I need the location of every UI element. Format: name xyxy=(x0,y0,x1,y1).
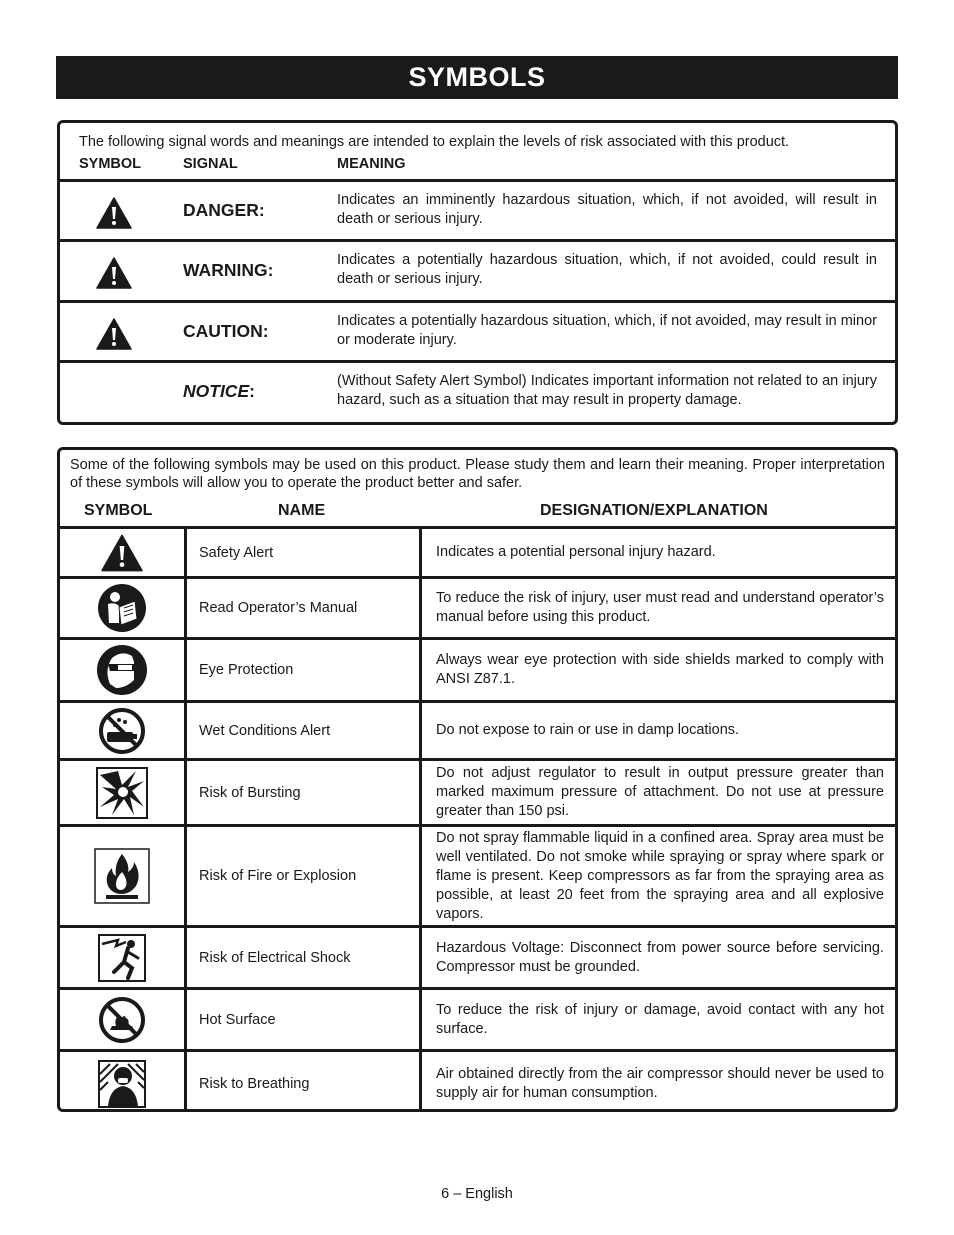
signal-row-caution xyxy=(60,300,895,360)
eye-protection-icon xyxy=(96,644,148,696)
page-title: SYMBOLS xyxy=(56,56,898,99)
signal-header-symbol: SYMBOL xyxy=(79,156,142,172)
signal-word: DANGER: xyxy=(183,200,265,220)
signal-row-danger xyxy=(60,179,895,239)
symbols-header-symbol: SYMBOL xyxy=(84,502,153,519)
signal-header-signal: SIGNAL xyxy=(183,156,238,172)
symbol-description: Do not expose to rain or use in damp locations. xyxy=(436,722,740,738)
hot-surface-icon xyxy=(98,996,146,1044)
safety-alert-icon xyxy=(101,534,143,572)
warning-triangle-icon xyxy=(96,257,132,289)
signal-row-notice xyxy=(60,360,895,420)
signal-meaning: (Without Safety Alert Symbol) Indicates important information not related to an injury hazard, such as a situation that may result in property damage. xyxy=(337,373,877,408)
symbols-header-name: NAME xyxy=(278,502,326,519)
signal-row-warning xyxy=(60,239,895,299)
signal-words-intro: The following signal words and meanings are intended to explain the levels of risk associated with this product. xyxy=(79,134,790,150)
symbol-description: Do not spray flammable liquid in a confined area. Spray area must be well ventilated. Do not smoke while spraying or spray where spark or flame is present. Keep compressors as far from the spraying area as possible, at least 20 feet from the spraying area and all explosive vapors. xyxy=(436,829,884,922)
notice-colon: : xyxy=(249,381,255,401)
symbol-description: Do not adjust regulator to result in output pressure greater than marked maximum pressure of attachment. Do not use at pressure greater than 150 psi. xyxy=(436,765,884,819)
electrical-shock-icon xyxy=(98,934,146,982)
table-row xyxy=(60,987,895,1049)
symbol-name: Read Operator’s Manual xyxy=(184,579,422,637)
notice-word: NOTICE xyxy=(183,381,250,401)
table-row xyxy=(60,925,895,987)
signal-words-box xyxy=(57,120,898,425)
table-row xyxy=(60,637,895,700)
symbol-name: Risk of Electrical Shock xyxy=(184,928,422,987)
symbol-name: Wet Conditions Alert xyxy=(184,703,422,758)
table-row xyxy=(60,1049,895,1112)
breathing-risk-icon xyxy=(98,1060,146,1108)
fire-explosion-icon xyxy=(94,848,150,904)
table-row xyxy=(60,758,895,824)
signal-word xyxy=(183,363,255,420)
symbol-name: Eye Protection xyxy=(184,640,422,700)
symbol-name: Risk of Fire or Explosion xyxy=(184,827,422,925)
signal-word: WARNING: xyxy=(183,260,274,280)
table-row xyxy=(60,526,895,576)
symbol-description: To reduce the risk of injury, user must read and understand operator’s manual before using this product. xyxy=(436,590,884,625)
symbol-description: Indicates a potential personal injury hazard. xyxy=(436,544,716,560)
wet-conditions-icon xyxy=(99,708,145,754)
symbol-description: To reduce the risk of injury or damage, avoid contact with any hot surface. xyxy=(436,1001,884,1037)
table-row xyxy=(60,576,895,637)
read-manual-icon xyxy=(97,583,147,633)
symbols-header-designation: DESIGNATION/EXPLANATION xyxy=(540,502,768,519)
symbol-name: Risk to Breathing xyxy=(184,1052,422,1112)
warning-triangle-icon xyxy=(96,318,132,350)
table-row xyxy=(60,824,895,925)
symbols-table-box xyxy=(57,447,898,1112)
symbol-description: Hazardous Voltage: Disconnect from power source before servicing. Compressor must be grounded. xyxy=(436,939,884,975)
symbol-name: Risk of Bursting xyxy=(184,761,422,824)
signal-word: CAUTION: xyxy=(183,321,269,341)
symbols-intro: Some of the following symbols may be used on this product. Please study them and learn their meaning. Proper interpretation of these symbols will allow you to operate the product better and safer. xyxy=(70,457,885,491)
symbol-name: Hot Surface xyxy=(184,990,422,1049)
warning-triangle-icon xyxy=(96,197,132,229)
page-footer: 6 – English xyxy=(441,1186,513,1202)
symbol-description: Always wear eye protection with side shields marked to comply with ANSI Z87.1. xyxy=(436,652,884,687)
signal-meaning: Indicates a potentially hazardous situation, which, if not avoided, may result in minor or moderate injury. xyxy=(337,313,877,348)
signal-meaning: Indicates an imminently hazardous situation, which, if not avoided, will result in death or serious injury. xyxy=(337,192,877,227)
signal-meaning: Indicates a potentially hazardous situation, which, if not avoided, could result in death or serious injury. xyxy=(337,252,877,287)
bursting-icon xyxy=(96,767,148,819)
signal-header-meaning: MEANING xyxy=(337,156,406,172)
table-row xyxy=(60,700,895,758)
symbol-name: Safety Alert xyxy=(184,529,422,576)
symbol-description: Air obtained directly from the air compressor should never be used to supply air for human consumption. xyxy=(436,1065,884,1101)
